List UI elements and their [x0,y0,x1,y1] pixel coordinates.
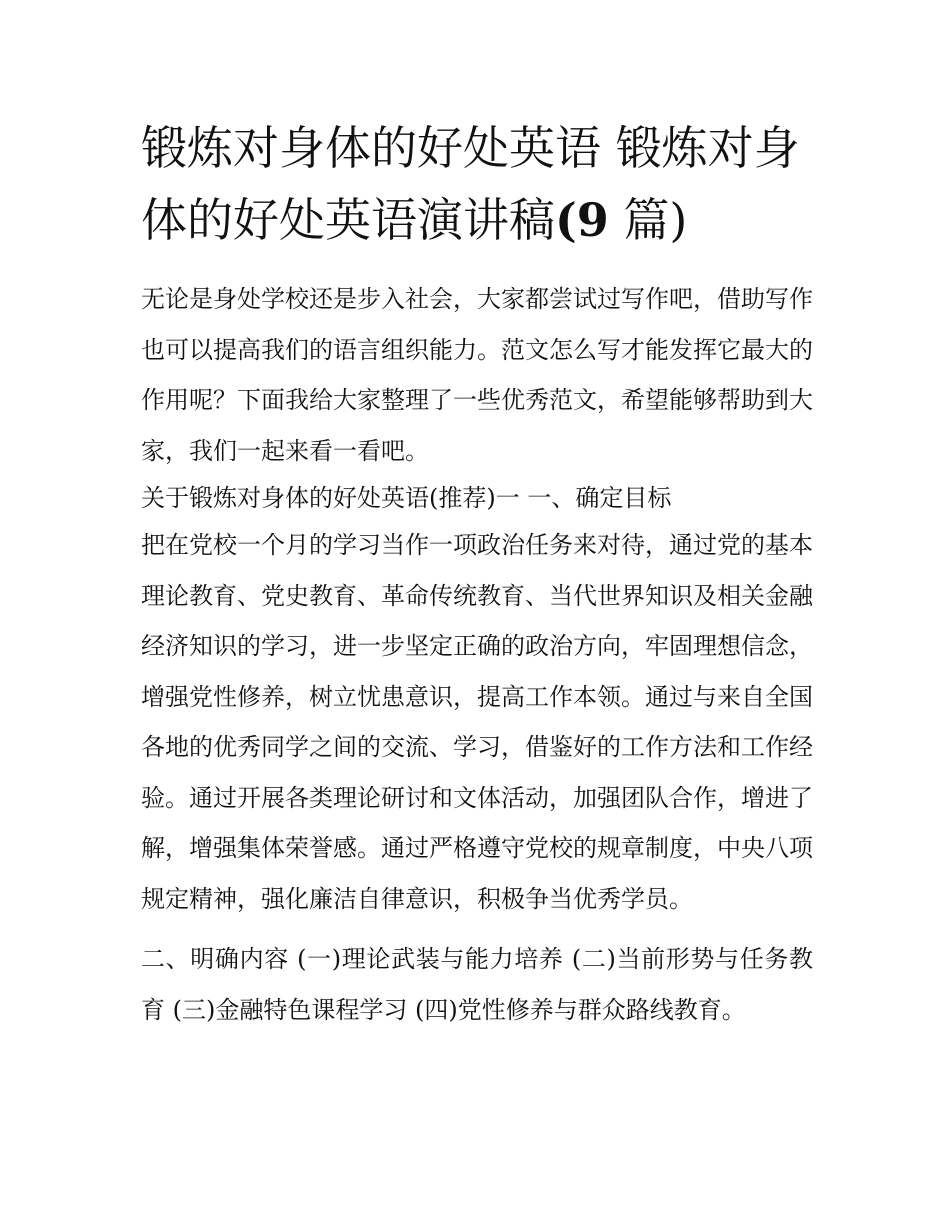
document-body [141,112,813,1035]
intro-paragraph: 无论是身处学校还是步入社会，大家都尝试过写作吧，借助写作也可以提高我们的语言组织能力。范文怎么写才能发挥它最大的作用呢？下面我给大家整理了一些优秀范文，希望能够帮助到大家，我们一起来看一看吧。 [141,285,813,465]
content-paragraph: 二、明确内容 (一)理论武装与能力培养 (二)当前形势与任务教育 (三)金融特色课程学习 (四)党性修养与群众路线教育。 [141,945,813,1024]
document-title [141,112,813,256]
title-count: (9 [555,193,609,247]
goal-paragraph: 把在党校一个月的学习当作一项政治任务来对待，通过党的基本理论教育、党史教育、革命传统教育、当代世界知识及相关金融经济知识的学习，进一步坚定正确的政治方向，牢固理想信念，增强党性修养，树立忧患意识，提高工作本领。通过与来自全国各地的优秀同学之间的交流、学习，借鉴好的工作方法和工作经验。通过开展各类理论研讨和文体活动，加强团队合作，增进了解，增强集体荣誉感。通过严格遵守党校的规章制度，中央八项规定精神，强化廉洁自律意识，积极争当优秀学员。 [141,531,813,913]
section-heading: 关于锻炼对身体的好处英语(推荐)一 一、确定目标 [141,484,672,512]
title-main: 锻炼对身体的好处英语 锻炼对身体的好处英语演讲稿 [141,121,800,247]
title-tail: 篇) [608,193,688,247]
